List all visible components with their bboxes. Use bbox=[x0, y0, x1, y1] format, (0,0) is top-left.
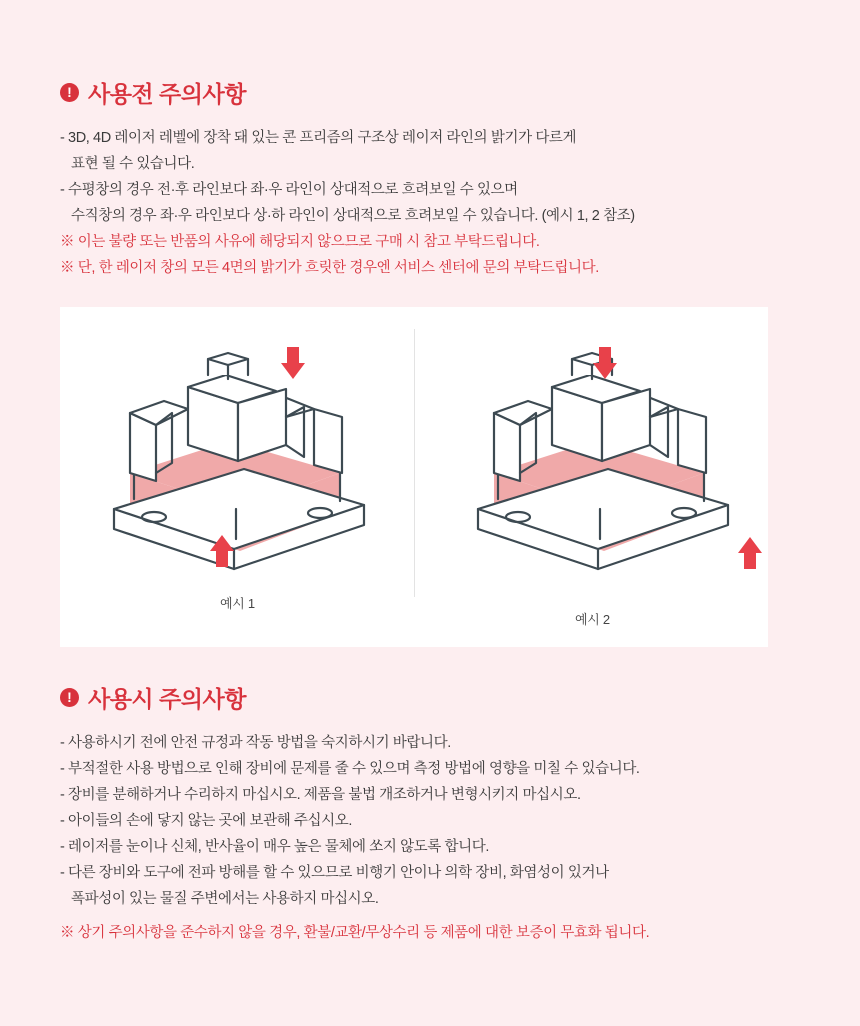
body-line: - 3D, 4D 레이저 레벨에 장착 돼 있는 콘 프리즘의 구조상 레이저 라인의 밝기가 다르게 bbox=[60, 130, 577, 146]
figure-caption-right: 예시 2 bbox=[575, 612, 610, 627]
body-line: - 수평창의 경우 전·후 라인보다 좌·우 라인이 상대적으로 흐려보일 수 있으며 bbox=[60, 182, 518, 198]
exclamation-icon: ! bbox=[60, 688, 79, 707]
body-line-note: ※ 단, 한 레이저 창의 모든 4면의 밝기가 흐릿한 경우엔 서비스 센터에 문의 부탁드립니다. bbox=[60, 260, 599, 276]
body-line: - 아이들의 손에 닿지 않는 곳에 보관해 주십시오. bbox=[60, 813, 352, 829]
body-line: - 레이저를 눈이나 신체, 반사율이 매우 높은 물체에 쏘지 않도록 합니다. bbox=[60, 839, 489, 855]
figure-examples bbox=[60, 307, 768, 647]
section-title: 사용전 주의사항 bbox=[88, 81, 246, 107]
body-line: - 장비를 분해하거나 수리하지 마십시오. 제품을 불법 개조하거나 변형시키지 마십시오. bbox=[60, 787, 581, 803]
body-line: 수직창의 경우 좌·우 라인보다 상·하 라인이 상대적으로 흐려보일 수 있습니다. (예시 1, 2 참조) bbox=[71, 208, 635, 224]
body-line: - 부적절한 사용 방법으로 인해 장비에 문제를 줄 수 있으며 측정 방법에 영향을 미칠 수 있습니다. bbox=[60, 761, 640, 777]
body-line: - 다른 장비와 도구에 전파 방해를 할 수 있으므로 비행기 안이나 의학 장비, 화염성이 있거나 bbox=[60, 865, 609, 881]
body-line: 표현 될 수 있습니다. bbox=[71, 156, 195, 172]
body-line-note: ※ 이는 불량 또는 반품의 사유에 해당되지 않으므로 구매 시 참고 부탁드립니다. bbox=[60, 234, 540, 250]
body-line: 폭파성이 있는 물질 주변에서는 사용하지 마십시오. bbox=[71, 891, 379, 907]
section-title: 사용시 주의사항 bbox=[88, 686, 246, 712]
section-body bbox=[60, 125, 800, 281]
section-heading bbox=[60, 681, 800, 714]
figure-divider bbox=[414, 329, 415, 597]
figure-caption-left: 예시 1 bbox=[220, 596, 255, 611]
section-precautions-before-use bbox=[60, 0, 800, 647]
section-heading bbox=[60, 76, 800, 109]
body-line-note: ※ 상기 주의사항을 준수하지 않을 경우, 환불/교환/무상수리 등 제품에 대한 보증이 무효화 됩니다. bbox=[60, 925, 650, 941]
section-precautions-during-use bbox=[60, 681, 800, 946]
exclamation-icon: ! bbox=[60, 83, 79, 102]
section-body bbox=[60, 730, 800, 946]
body-line: - 사용하시기 전에 안전 규정과 작동 방법을 숙지하시기 바랍니다. bbox=[60, 735, 451, 751]
